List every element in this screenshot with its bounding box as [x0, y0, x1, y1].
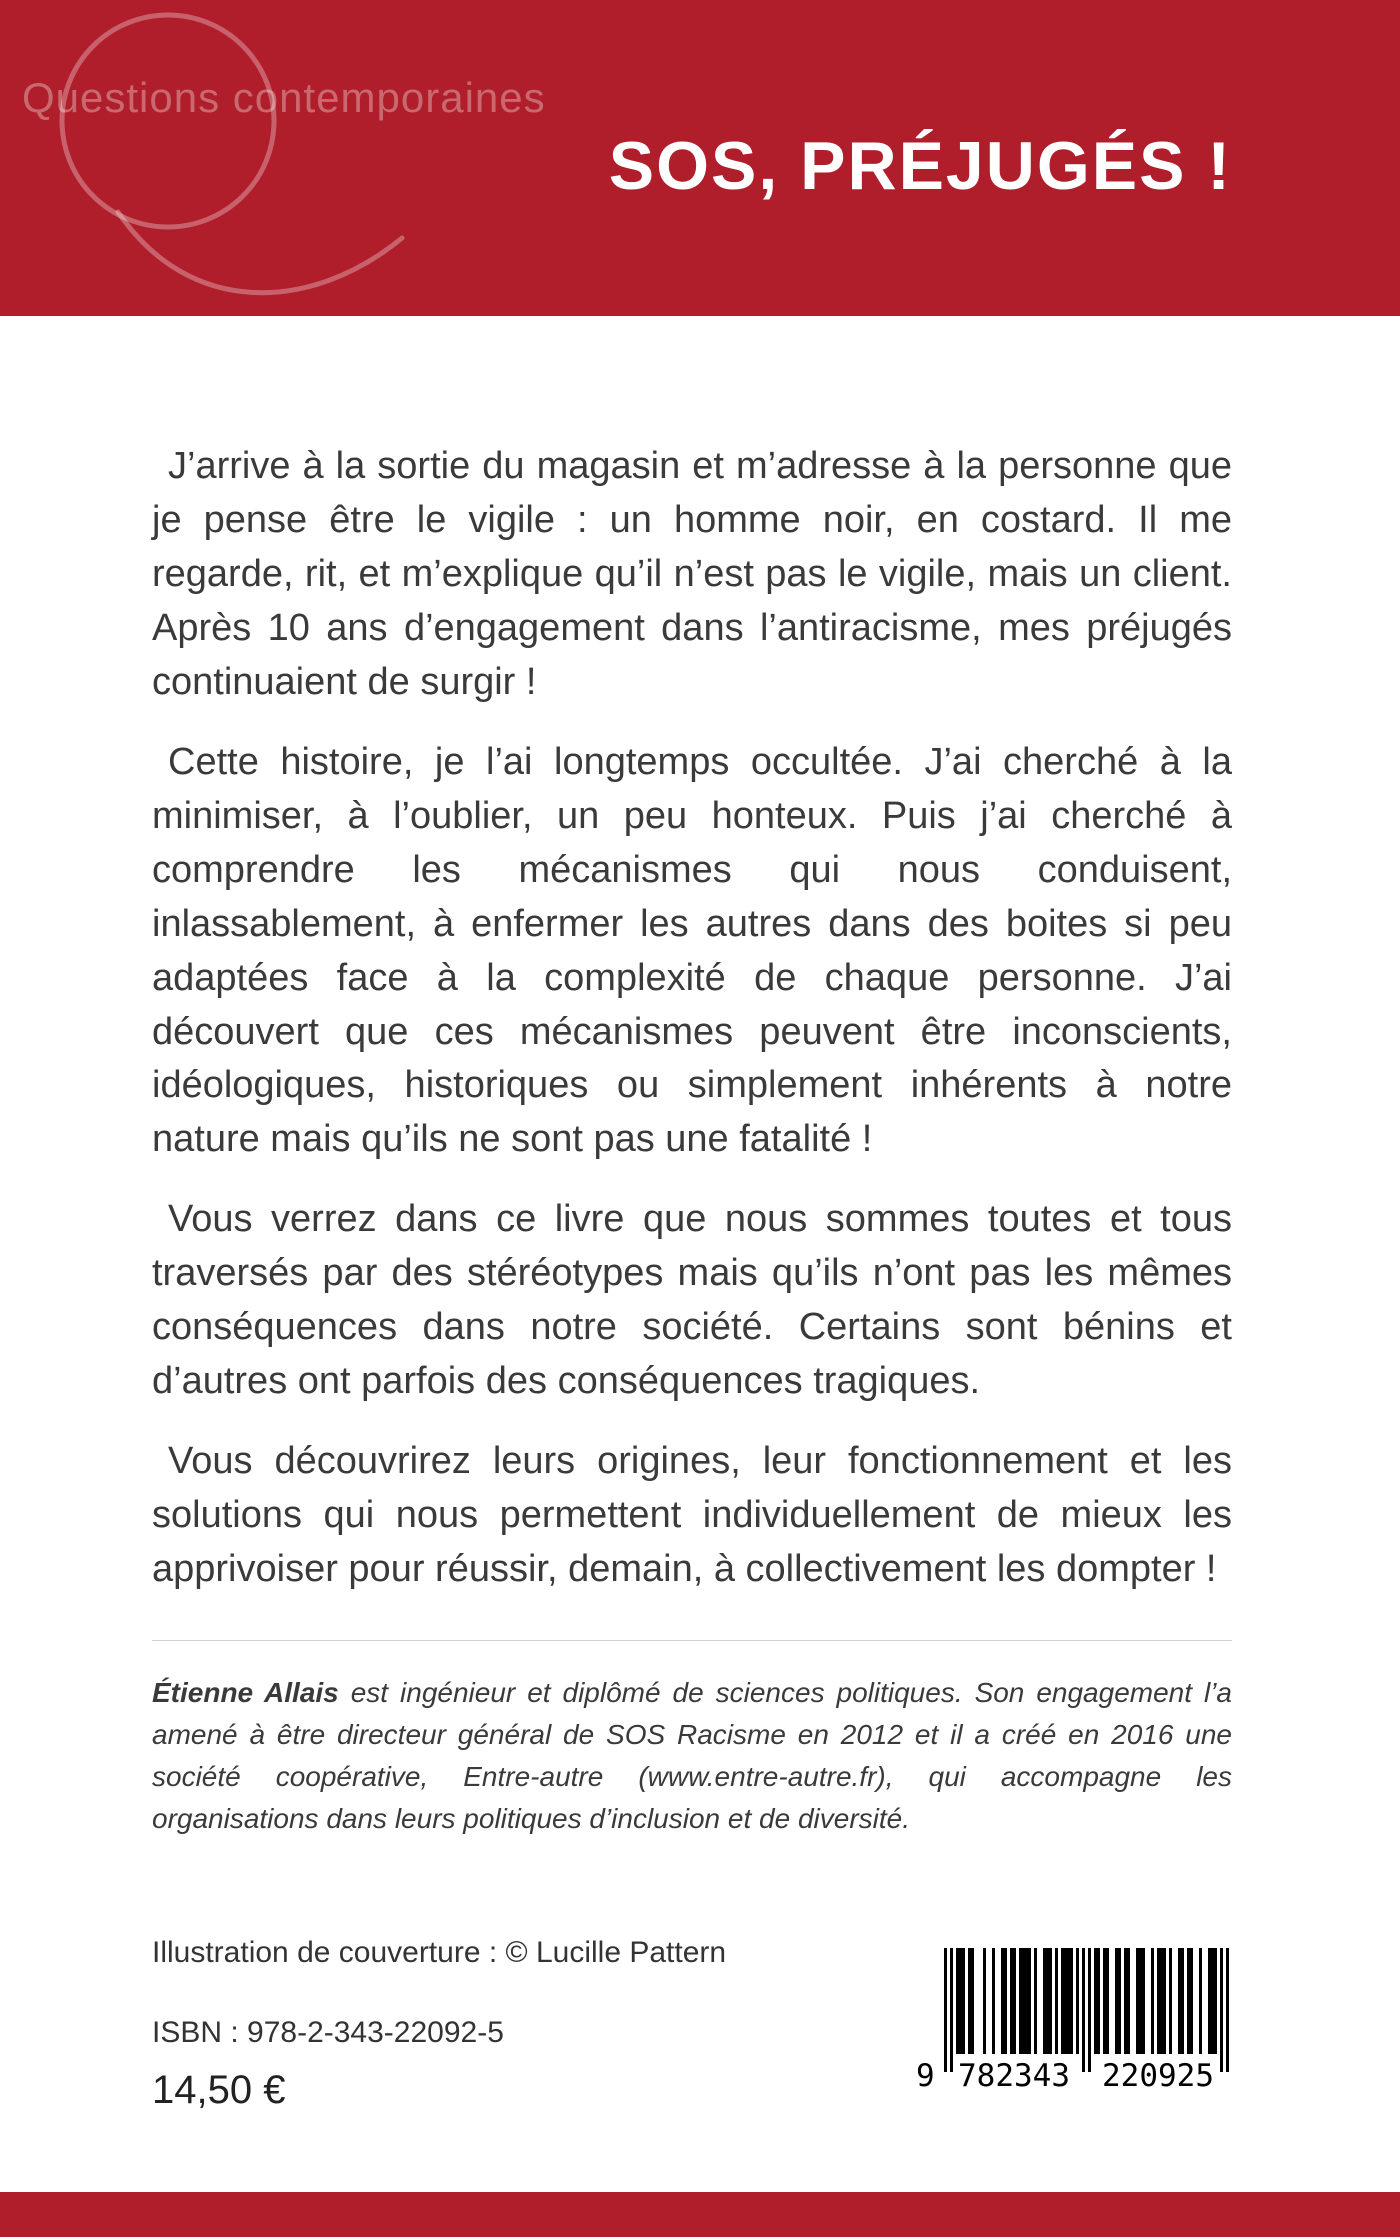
book-title: SOS, PRÉJUGÉS ! — [608, 128, 1232, 204]
isbn-label: ISBN : 978-2-343-22092-5 — [152, 2016, 504, 2049]
body-paragraph: Vous découvrirez leurs origines, leur fonctionnement et les solutions qui nous permettent individuellement de mieux les apprivoiser pour réussir, demain, à collectivement les dompter ! — [152, 1440, 1232, 1591]
header-band — [0, 0, 1400, 316]
author-bio-text: est ingénieur et diplômé de sciences politiques. Son engagement l’a amené à être directeur général de SOS Racisme en 2012 et il a créé en 2016 une société coopérative, Entre-autre (www.entre-autre.fr), qui accompagne les organisations dans leurs politiques d’inclusion et de diversité. — [152, 1677, 1232, 1834]
barcode-digit-prefix: 9 — [916, 2058, 935, 2094]
illustration-credit: Illustration de couverture : © Lucille Pattern — [152, 1936, 727, 1969]
body-paragraph: Cette histoire, je l’ai longtemps occultée. J’ai cherché à la minimiser, à l’oublier, un peu honteux. Puis j’ai cherché à comprendre les mécanismes qui nous conduisent, inlassablement, à enfermer les autres dans des boites si peu adaptées face à la complexité de chaque personne. J’ai découvert que ces mécanismes peuvent être inconscients, idéologiques, historiques ou simplement inhérents à notre nature mais qu’ils ne sont pas une fatalité ! — [152, 740, 1232, 1161]
barcode — [916, 1948, 1236, 2120]
author-bio — [152, 1672, 1232, 1840]
body-paragraph: J’arrive à la sortie du magasin et m’adresse à la personne que je pense être le vigile : un homme noir, en costard. Il me regarde, rit, et m’explique qu’il n’est pas le vigile, mais un client. Après 10 ans d’engagement dans l’antiracisme, mes préjugés continuaient de surgir ! — [152, 445, 1232, 703]
collection-label: Questions contemporaines — [22, 74, 546, 121]
footer-band — [0, 2192, 1400, 2237]
barcode-digit-group2: 220925 — [1102, 2058, 1214, 2094]
barcode-digit-group1: 782343 — [958, 2058, 1070, 2094]
price-label: 14,50 € — [152, 2068, 286, 2112]
barcode-digits — [916, 2058, 1230, 2094]
bio-divider — [152, 1640, 1232, 1641]
barcode-bars — [944, 1948, 1229, 2072]
body-paragraph: Vous verrez dans ce livre que nous sommes toutes et tous traversés par des stéréotypes mais qu’ils n’ont pas les mêmes conséquences dans notre société. Certains sont bénins et d’autres ont parfois des conséquences tragiques. — [152, 1198, 1232, 1403]
back-cover-text — [152, 440, 1232, 1623]
author-name: Étienne Allais — [152, 1677, 339, 1708]
